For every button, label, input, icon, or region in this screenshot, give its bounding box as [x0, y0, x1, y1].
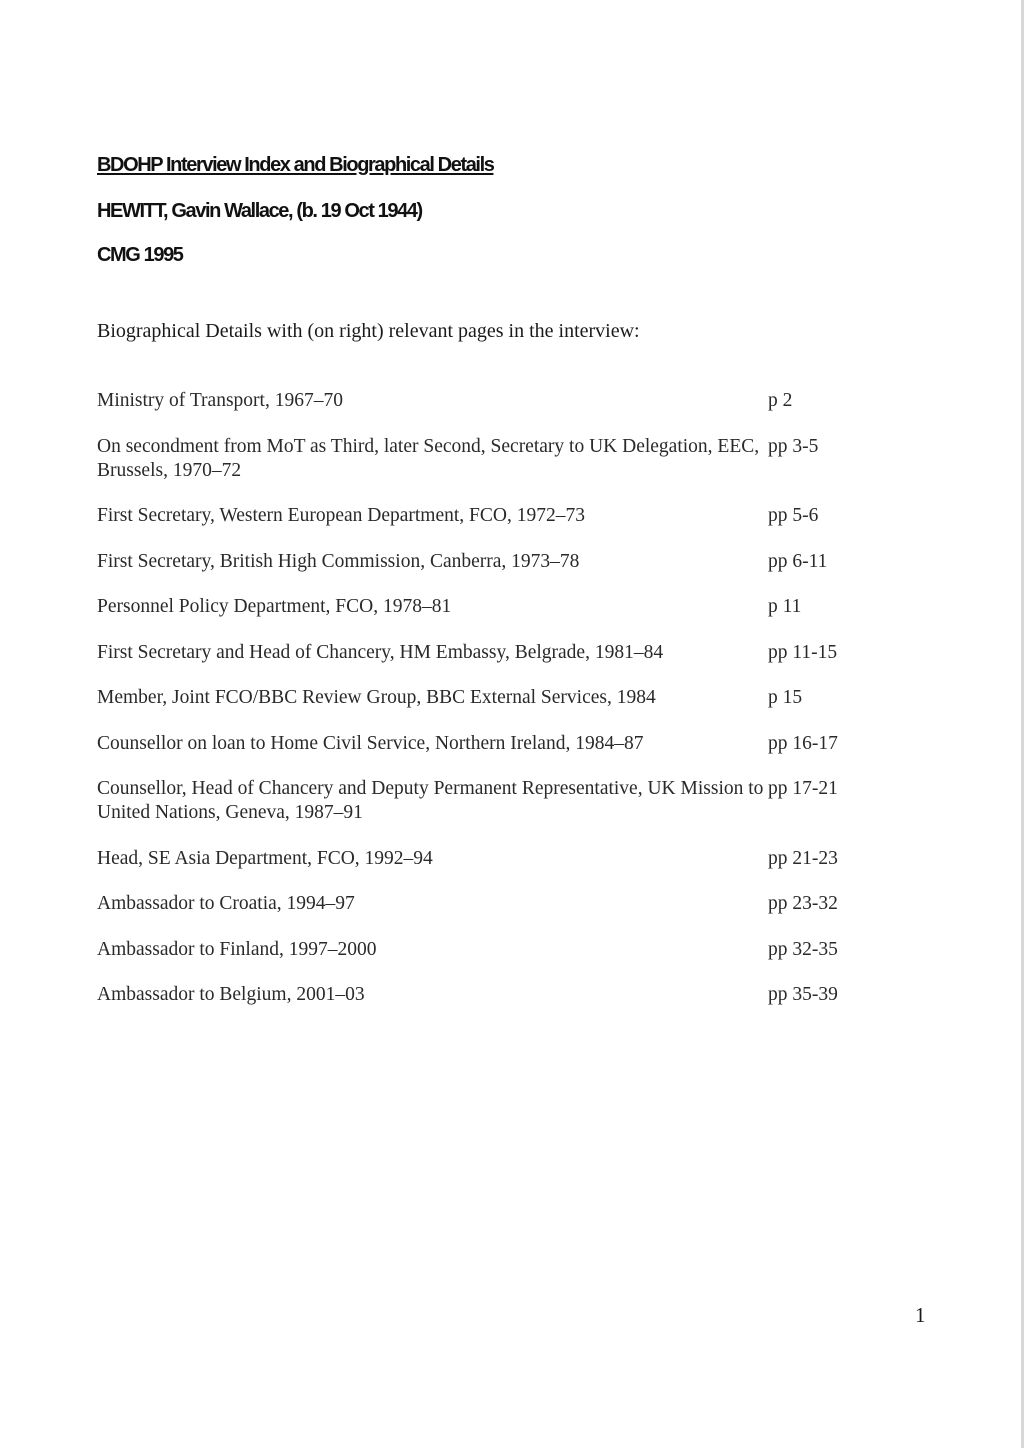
- entry-text: Ministry of Transport, 1967–70: [97, 390, 343, 411]
- list-item: [97, 504, 897, 528]
- list-item: [97, 892, 897, 916]
- list-item: [97, 847, 897, 871]
- entry-text: First Secretary and Head of Chancery, HM Embassy, Belgrade, 1981–84: [97, 641, 664, 663]
- entry-text: First Secretary, British High Commission, Canberra, 1973–78: [97, 550, 580, 572]
- entry-pages: pp 3-5: [768, 435, 819, 457]
- list-item: [97, 686, 897, 710]
- entry-pages: pp 32-35: [768, 938, 838, 960]
- entry-pages: pp 17-21: [768, 778, 838, 799]
- interviewee-name: HEWITT, Gavin Wallace, (b. 19 Oct 1944): [97, 200, 422, 222]
- entry-pages: p 2: [768, 390, 793, 411]
- list-item: [97, 732, 897, 756]
- entry-text: Head, SE Asia Department, FCO, 1992–94: [97, 847, 433, 869]
- page-number: 1: [915, 1303, 926, 1327]
- entry-text: Ambassador to Finland, 1997–2000: [97, 938, 377, 960]
- entry-pages: pp 16-17: [768, 732, 838, 754]
- entry-text: Ambassador to Belgium, 2001–03: [97, 984, 365, 1005]
- entry-pages: pp 23-32: [768, 893, 838, 914]
- entry-text: Counsellor, Head of Chancery and Deputy Permanent Representative, UK Mission to United Nations, Geneva, 1987–91: [97, 778, 764, 823]
- list-item: [97, 938, 897, 962]
- entry-pages: pp 6-11: [768, 550, 828, 572]
- document-title: BDOHP Interview Index and Biographical Details: [97, 154, 494, 176]
- biography-list: [97, 389, 897, 1029]
- entry-text: Member, Joint FCO/BBC Review Group, BBC External Services, 1984: [97, 687, 656, 708]
- entry-pages: pp 21-23: [768, 847, 838, 869]
- list-item: [97, 641, 897, 665]
- entry-pages: pp 35-39: [768, 984, 838, 1005]
- list-item: [97, 550, 897, 574]
- entry-text: Personnel Policy Department, FCO, 1978–81: [97, 596, 452, 617]
- entry-text: Ambassador to Croatia, 1994–97: [97, 893, 355, 914]
- entry-text: Counsellor on loan to Home Civil Service, Northern Ireland, 1984–87: [97, 732, 644, 754]
- entry-pages: pp 5-6: [768, 505, 819, 526]
- entry-pages: p 11: [768, 596, 802, 617]
- honour-line: CMG 1995: [97, 244, 183, 266]
- list-item: [97, 435, 897, 483]
- list-item: [97, 777, 897, 825]
- intro-text: Biographical Details with (on right) relevant pages in the interview:: [97, 320, 640, 342]
- entry-text: First Secretary, Western European Department, FCO, 1972–73: [97, 505, 585, 526]
- entry-text: On secondment from MoT as Third, later Second, Secretary to UK Delegation, EEC, Brussels, 1970–72: [97, 435, 760, 481]
- list-item: [97, 595, 897, 619]
- entry-pages: pp 11-15: [768, 641, 838, 663]
- list-item: [97, 983, 897, 1007]
- entry-pages: p 15: [768, 687, 803, 708]
- list-item: [97, 389, 897, 413]
